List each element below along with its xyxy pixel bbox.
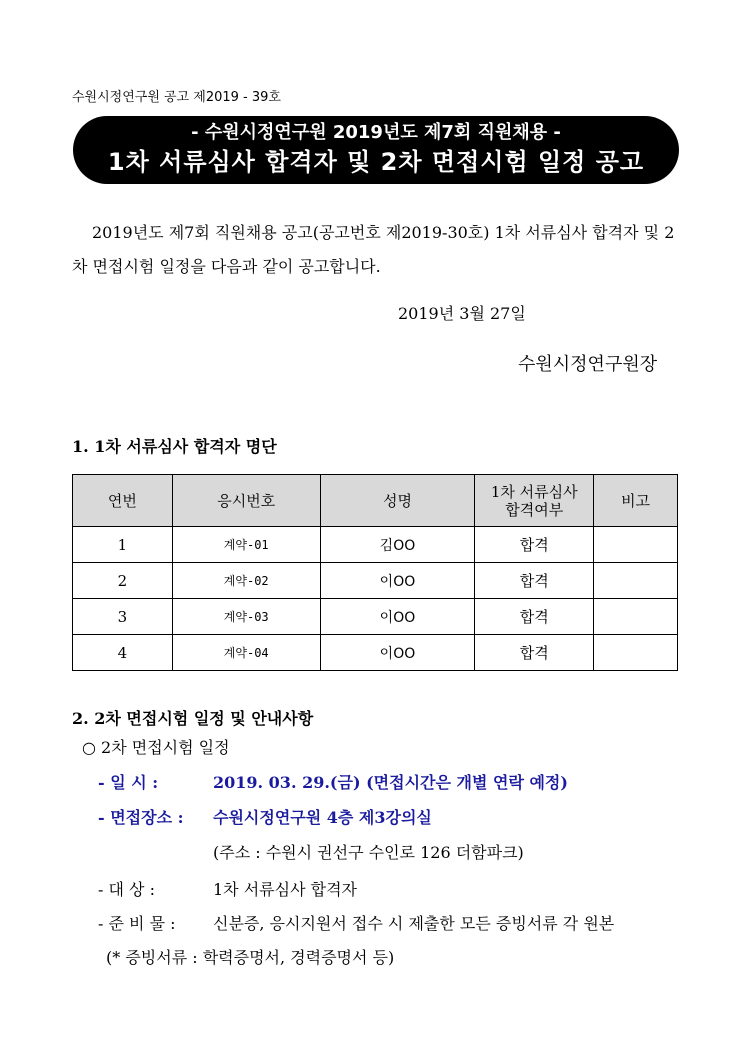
cell-result: 합격: [475, 563, 594, 599]
table-header-row: [73, 475, 678, 527]
notice-number: 수원시정연구원 공고 제2019 - 39호: [72, 90, 281, 105]
section1-title: 1. 1차 서류심사 합격자 명단: [72, 437, 277, 456]
cell-name: 이OO: [320, 563, 475, 599]
cell-no: 3: [73, 599, 173, 635]
table-row: [73, 599, 678, 635]
col-header-no: 연번: [73, 475, 173, 527]
cell-exam-no: 계약-04: [172, 635, 320, 671]
cell-result: 합격: [475, 599, 594, 635]
cell-name: 이OO: [320, 635, 475, 671]
cell-name: 김OO: [320, 527, 475, 563]
place-value: 수원시정연구원 4층 제3강의실: [213, 808, 432, 827]
target-label: - 대 상 :: [98, 880, 155, 899]
cell-result: 합격: [475, 527, 594, 563]
cell-no: 1: [73, 527, 173, 563]
date-label: - 일 시 :: [98, 773, 159, 792]
notice-date: 2019년 3월 27일: [398, 304, 526, 323]
interview-schedule-heading: ○ 2차 면접시험 일정: [82, 738, 230, 757]
table-row: [73, 635, 678, 671]
banner-title: 1차 서류심사 합격자 및 2차 면접시험 일정 공고: [107, 148, 645, 176]
prep-value: 신분증, 응시지원서 접수 시 제출한 모든 증빙서류 각 원본: [213, 914, 615, 933]
cell-exam-no: 계약-02: [172, 563, 320, 599]
col-header-exam-no: 응시번호: [172, 475, 320, 527]
evidence-note: (* 증빙서류 : 학력증명서, 경력증명서 등): [106, 948, 395, 967]
prep-label: - 준 비 물 :: [98, 914, 176, 933]
target-value: 1차 서류심사 합격자: [213, 880, 357, 899]
signer: 수원시정연구원장: [518, 354, 658, 375]
table-row: [73, 527, 678, 563]
intro-paragraph: 2019년도 제7회 직원채용 공고(공고번호 제2019-30호) 1차 서류심사 합격자 및 2차 면접시험 일정을 다음과 같이 공고합니다.: [72, 223, 675, 276]
cell-remark: [594, 527, 678, 563]
table-row: [73, 563, 678, 599]
col-header-name: 성명: [320, 475, 475, 527]
date-value: 2019. 03. 29.(금) (면접시간은 개별 연락 예정): [213, 773, 568, 792]
cell-remark: [594, 599, 678, 635]
cell-name: 이OO: [320, 599, 475, 635]
address-text: (주소 : 수원시 권선구 수인로 126 더함파크): [213, 843, 524, 862]
col-header-remark: 비고: [594, 475, 678, 527]
place-label: - 면접장소 :: [98, 808, 184, 827]
col-header-result: 1차 서류심사 합격여부: [475, 475, 594, 527]
section2-title: 2. 2차 면접시험 일정 및 안내사항: [72, 709, 314, 728]
banner-subtitle: - 수원시정연구원 2019년도 제7회 직원채용 -: [191, 122, 561, 143]
cell-no: 4: [73, 635, 173, 671]
pass-list-table: [72, 474, 678, 671]
cell-result: 합격: [475, 635, 594, 671]
cell-remark: [594, 635, 678, 671]
cell-remark: [594, 563, 678, 599]
cell-no: 2: [73, 563, 173, 599]
title-banner: [73, 116, 679, 184]
cell-exam-no: 계약-03: [172, 599, 320, 635]
cell-exam-no: 계약-01: [172, 527, 320, 563]
